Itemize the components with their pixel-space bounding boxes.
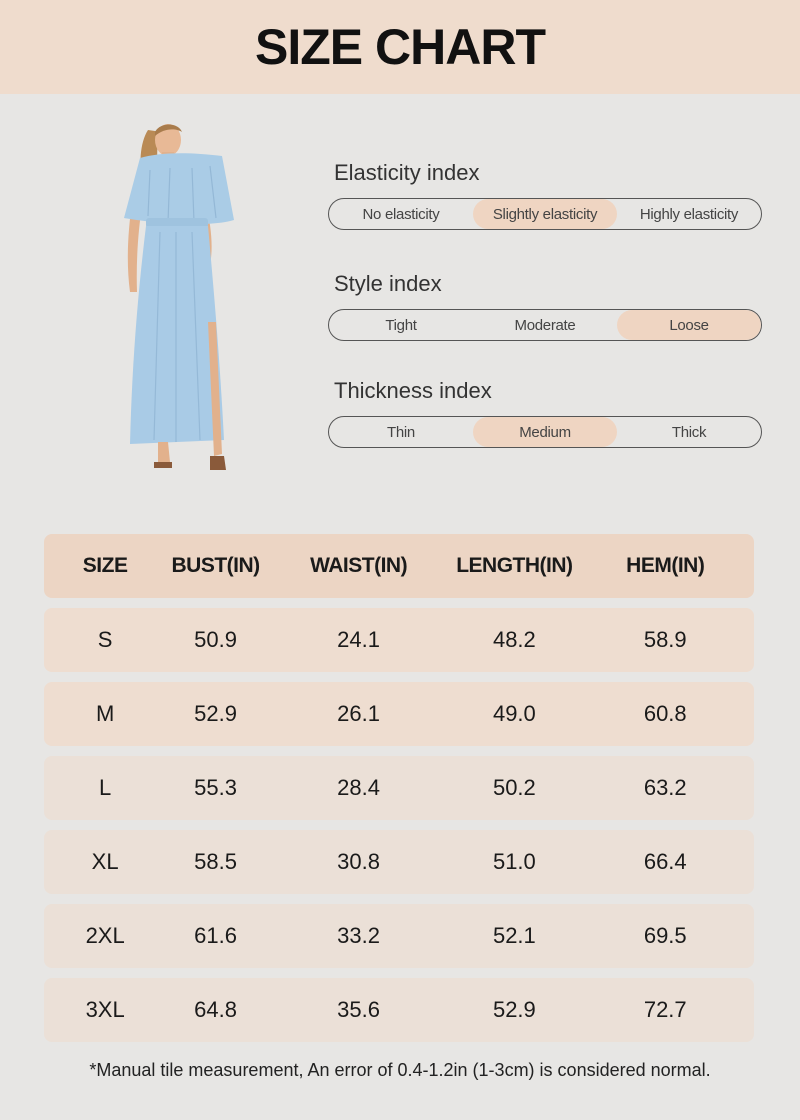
elasticity-option-slight: Slightly elasticity [473, 199, 617, 229]
cell-hem: 63.2 [643, 775, 687, 800]
thickness-option-thin: Thin [387, 423, 415, 441]
header-waist: WAIST(IN) [310, 554, 408, 577]
cell-length: 50.2 [492, 775, 536, 800]
table-row [44, 682, 754, 746]
cell-waist: 24.1 [337, 627, 380, 652]
cell-hem: 72.7 [643, 997, 687, 1022]
cell-length: 52.1 [492, 923, 536, 948]
elasticity-index-title: Elasticity index [334, 160, 480, 185]
cell-waist: 33.2 [337, 923, 380, 948]
cell-size: XL [91, 849, 119, 874]
style-option-loose: Loose [617, 310, 761, 340]
table-row [44, 904, 754, 968]
table-row [44, 830, 754, 894]
cell-bust: 64.8 [194, 997, 237, 1022]
thickness-index-title: Thickness index [334, 378, 492, 403]
header-hem: HEM(IN) [626, 554, 705, 577]
page-title: SIZE CHART [255, 19, 545, 75]
cell-size: M [95, 701, 115, 726]
cell-size: 2XL [85, 923, 125, 948]
elasticity-index [328, 158, 762, 230]
table-row [44, 978, 754, 1042]
header-size: SIZE [82, 554, 128, 577]
style-index-title: Style index [334, 271, 442, 296]
cell-waist: 28.4 [337, 775, 380, 800]
elasticity-option-none: No elasticity [362, 205, 440, 223]
header-bust: BUST(IN) [171, 554, 260, 577]
thickness-index [328, 376, 762, 448]
cell-bust: 61.6 [194, 923, 237, 948]
cell-bust: 58.5 [194, 849, 237, 874]
cell-bust: 52.9 [194, 701, 237, 726]
table-header-row [44, 534, 754, 598]
cell-length: 48.2 [492, 627, 536, 652]
style-index-bar [328, 309, 762, 341]
cell-waist: 30.8 [337, 849, 380, 874]
thickness-option-medium: Medium [473, 417, 617, 447]
header-length: LENGTH(IN) [456, 554, 573, 577]
cell-hem: 69.5 [643, 923, 687, 948]
cell-hem: 66.4 [643, 849, 687, 874]
cell-bust: 55.3 [194, 775, 237, 800]
style-index [328, 269, 762, 341]
cell-size: S [97, 627, 113, 652]
cell-length: 51.0 [492, 849, 536, 874]
cell-length: 49.0 [492, 701, 536, 726]
cell-bust: 50.9 [194, 627, 237, 652]
elasticity-option-high: Highly elasticity [639, 205, 739, 223]
cell-size: 3XL [85, 997, 125, 1022]
cell-length: 52.9 [492, 997, 536, 1022]
cell-hem: 58.9 [643, 627, 687, 652]
style-option-moderate: Moderate [514, 316, 576, 334]
cell-waist: 26.1 [337, 701, 380, 726]
table-row [44, 608, 754, 672]
cell-waist: 35.6 [337, 997, 380, 1022]
measurement-note: *Manual tile measurement, An error of 0.4-1.2in (1-3cm) is considered normal. [89, 1060, 711, 1080]
thickness-index-bar [328, 416, 762, 448]
header-banner [0, 0, 800, 94]
style-option-tight: Tight [385, 316, 417, 334]
dress-model-image [110, 122, 260, 477]
cell-hem: 60.8 [643, 701, 687, 726]
table-row [44, 756, 754, 820]
thickness-option-thick: Thick [671, 423, 707, 441]
cell-size: L [99, 775, 112, 800]
elasticity-index-bar [328, 198, 762, 230]
